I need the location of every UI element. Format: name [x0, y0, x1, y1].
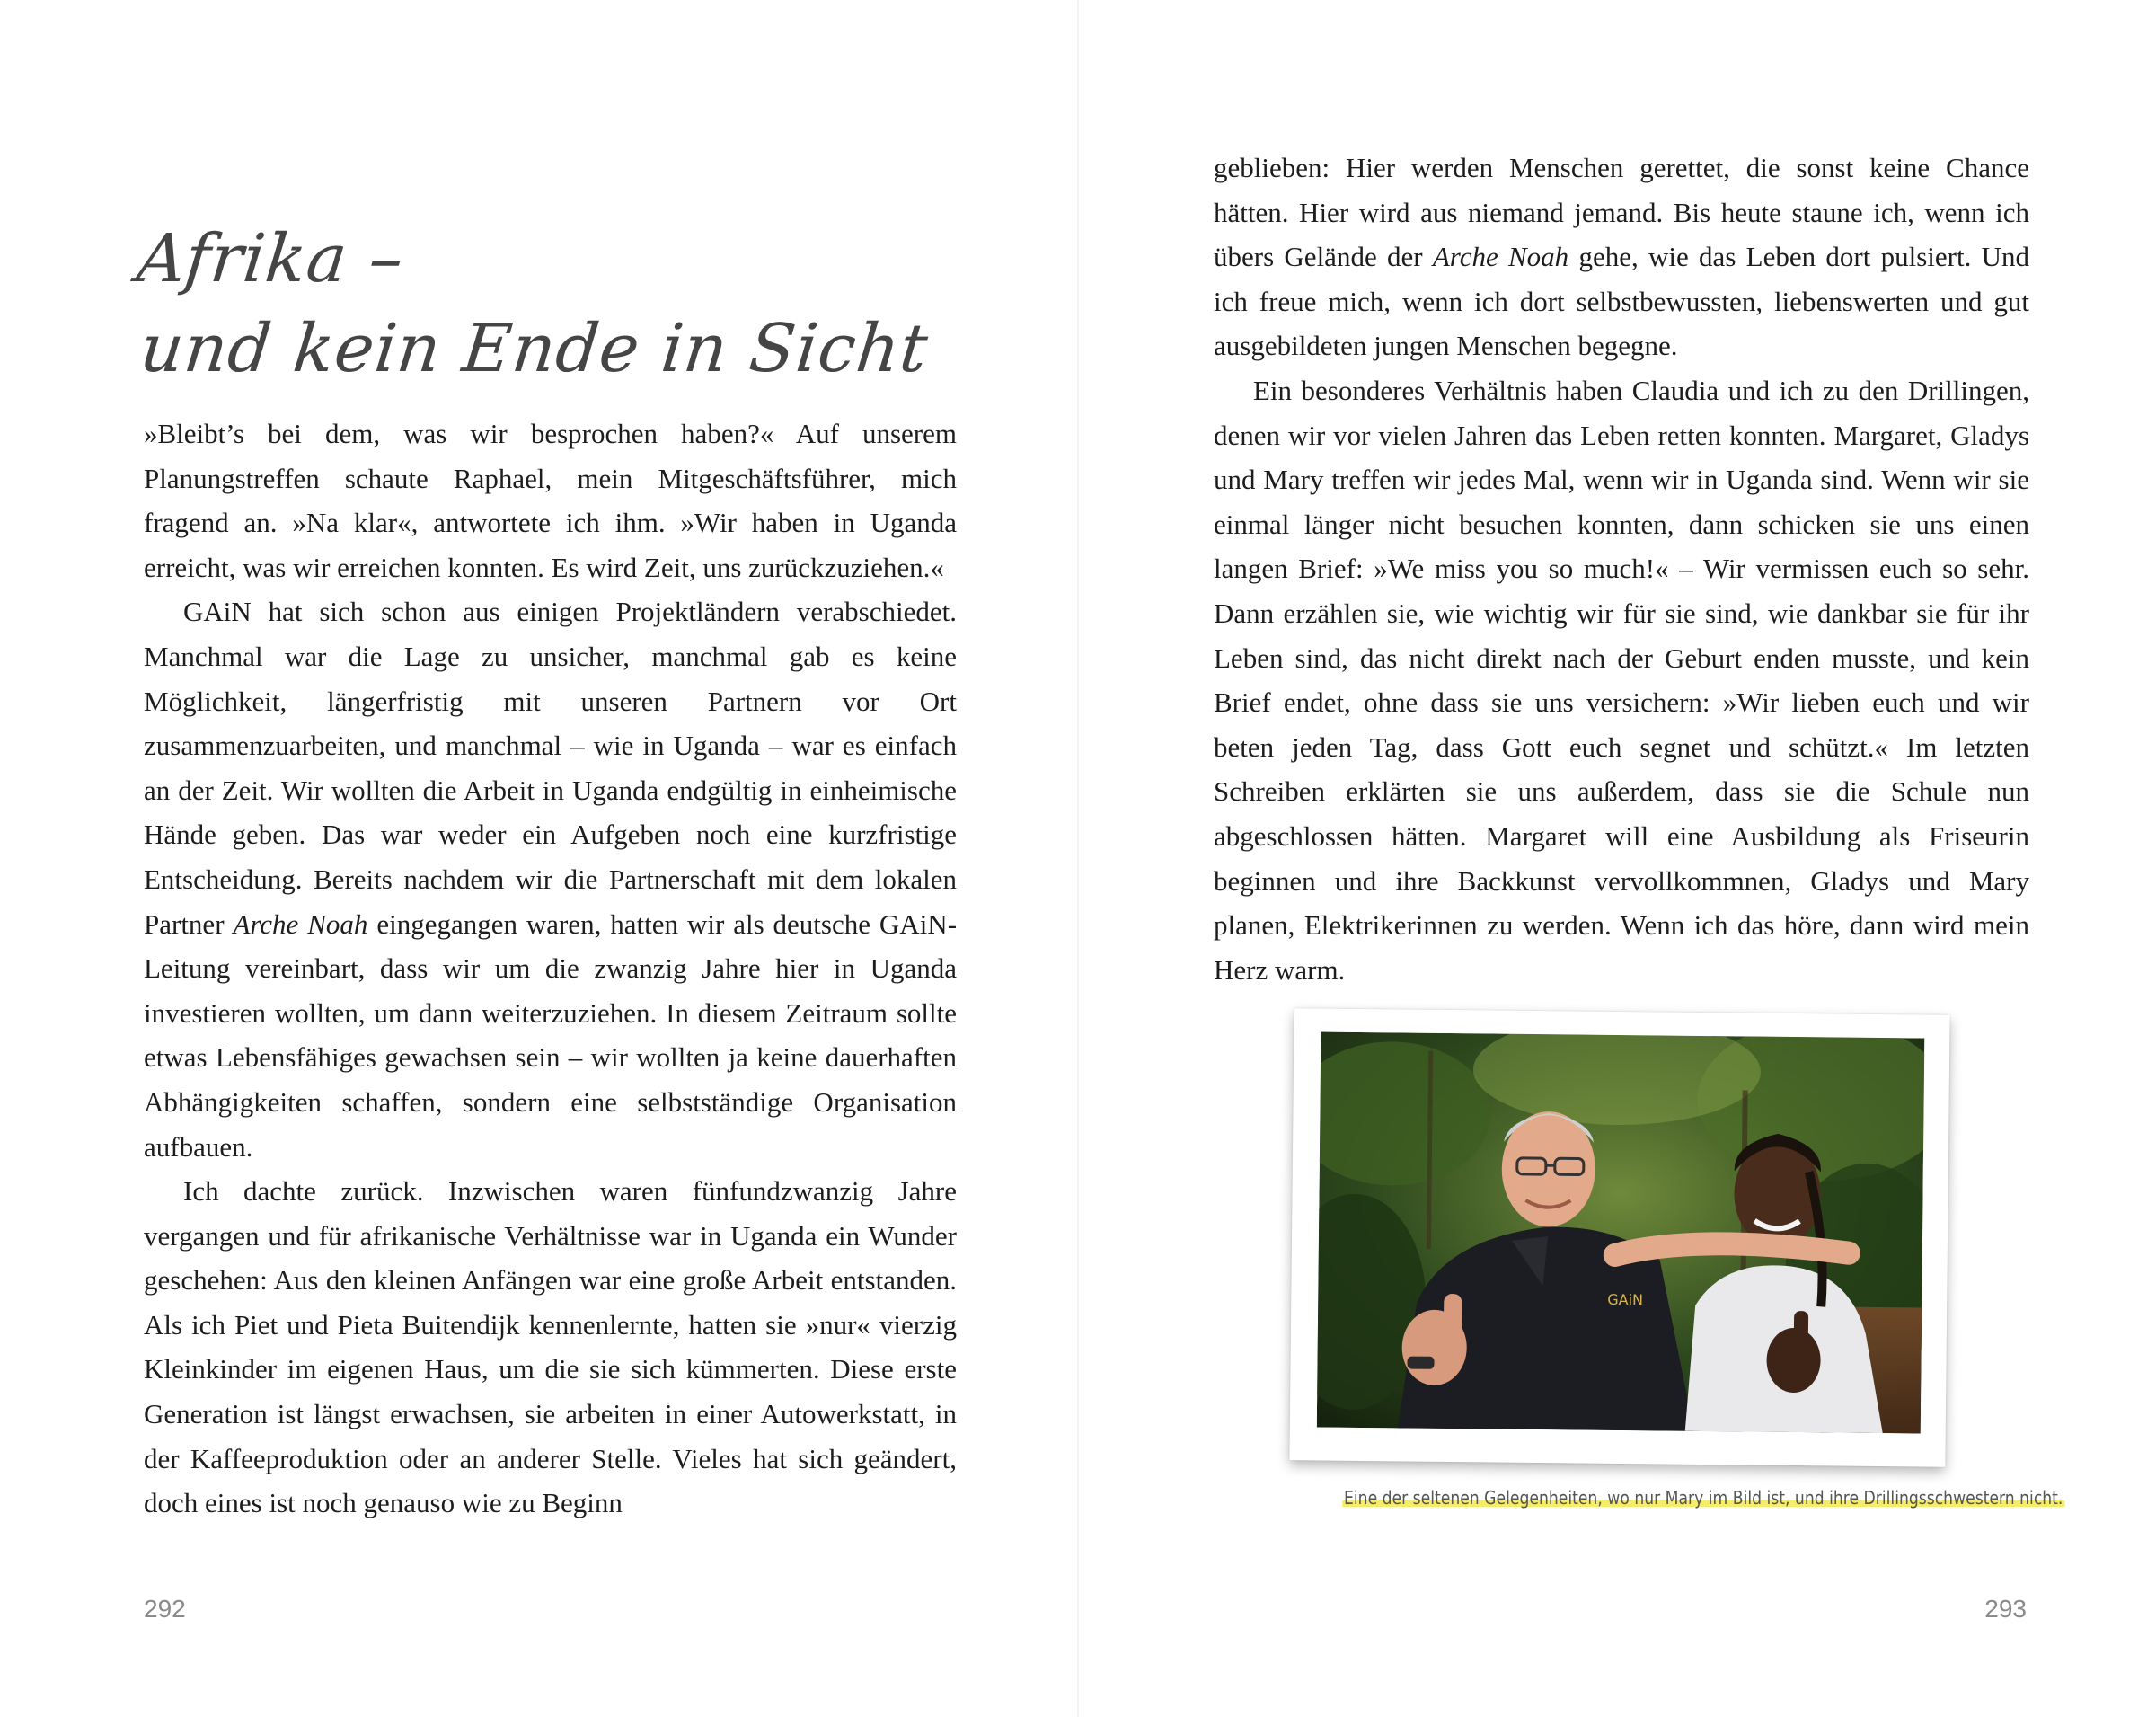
organization-name: Arche Noah: [233, 907, 368, 940]
paragraph: Ich dachte zurück. Inzwischen waren fünfundzwanzig Jahre vergangen und für afrikanische Verhältnisse war in Uganda ein Wunder geschehen: Aus den kleinen Anfängen war eine große Arbeit entstanden. Als ich Piet und Pieta Buitendijk kennenlernte, hatten sie »nur« vierzig Kleinkinder im eigenen Haus, um die sie sich kümmerten. Diese erste Generation ist längst erwachsen, sie arbeiten in einer Autowerkstatt, in der Kaffeeproduktion oder an anderer Stelle. Vieles hat sich geändert, doch eines ist noch genauso wie zu Beginn: [144, 1175, 957, 1519]
page-number-left: 292: [144, 1595, 186, 1623]
photo: [1317, 1032, 1925, 1434]
paragraph: GAiN hat sich schon aus einigen Projektländern verabschiedet. Manchmal war die Lage zu unsicher, manchmal gab es keine Möglichkeit, längerfristig mit unseren Partnern vor Ort zusammenzuarbeiten, und manchmal – wie in Uganda – war es einfach an der Zeit. Wir wollten die Arbeit in Uganda endgültig in einheimische Hände geben. Das war weder ein Aufgeben noch eine kurzfristige Entscheidung. Bereits nachdem wir die Partnerschaft mit dem lokalen Partner Arche Noah eingegangen waren, hatten wir als deutsche GAiN-Leitung vereinbart, dass wir um die zwanzig Jahre hier in Uganda investieren wollten, um dann weiterzuziehen. In diesem Zeitraum sollte etwas Lebensfähiges gewachsen sein – wir wollten ja keine dauerhaften Abhängigkeiten schaffen, sondern eine selbstständige Organisation aufbauen.: [144, 596, 958, 1163]
page-number-right: 293: [1984, 1595, 2027, 1623]
chapter-title: [123, 214, 950, 394]
photo-caption: Eine der seltenen Gelegenheiten, wo nur Mary im Bild ist, und ihre Drillingsschwestern nicht.: [1344, 1487, 2063, 1509]
right-body-text: [1214, 146, 2029, 992]
right-page: [1078, 0, 2156, 1717]
organization-name: Arche Noah: [1432, 241, 1569, 273]
paragraph: »Bleibt’s bei dem, was wir besprochen haben?« Auf unserem Planungstreffen schaute Raphael, mein Mitgeschäftsführer, mich fragend an. »Na klar«, antwortete ich ihm. »Wir haben in Uganda erreicht, was wir erreichen konnten. Es wird Zeit, uns zurückzuziehen.«: [144, 418, 957, 583]
chapter-title-line-2: und kein Ende in Sicht: [137, 309, 932, 387]
chapter-title-line-1: Afrika –: [133, 219, 408, 297]
shirt-logo: GAiN: [1607, 1290, 1644, 1309]
left-body-text: [144, 412, 957, 1526]
photo-frame: [1289, 1008, 1949, 1467]
paragraph: Ein besonderes Verhältnis haben Claudia und ich zu den Drillingen, denen wir vor vielen Jahren das Leben retten konnten. Margaret, Gladys und Mary treffen wir jedes Mal, wenn wir in Uganda sind. Wenn wir sie einmal länger nicht besuchen konnten, dann schicken sie uns einen langen Brief: »We miss you so much!« – Wir vermissen euch so sehr. Dann erzählen sie, wie wichtig wir für sie sind, wie dankbar sie für ihr Leben sind, das nicht direkt nach der Geburt enden musste, und kein Brief endet, ohne dass sie uns versichern: »Wir lieben euch und wir beten jeden Tag, dass Gott euch segnet und schützt.« Im letzten Schreiben erklärten sie uns außerdem, dass sie die Schule nun abgeschlossen hätten. Margaret will eine Ausbildung als Friseurin beginnen und ihre Backkunst vervollkommnen, Gladys und Mary planen, Elektrikerinnen zu werden. Wenn ich das höre, dann wird mein Herz warm.: [1214, 374, 2029, 986]
paragraph: geblieben: Hier werden Menschen gerettet, die sonst keine Chance hätten. Hier wird aus niemand jemand. Bis heute staune ich, wenn ich übers Gelände der Arche Noah gehe, wie das Leben dort pulsiert. Und ich freue mich, wenn ich dort selbstbewussten, liebenswerten und gut ausgebildeten jungen Menschen begegne.: [1214, 152, 2030, 362]
